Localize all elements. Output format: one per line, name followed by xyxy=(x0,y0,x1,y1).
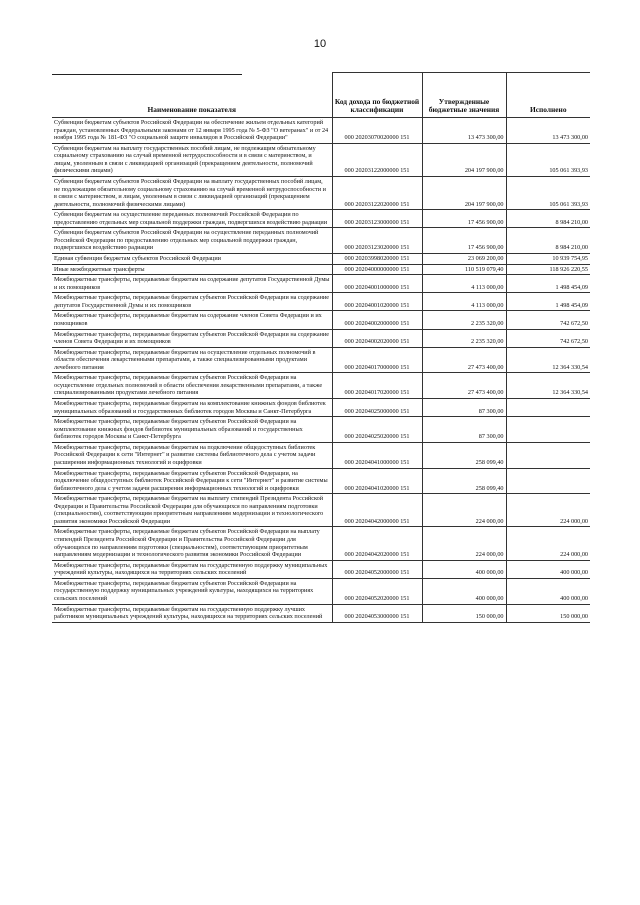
revenue-table xyxy=(52,72,590,623)
row-code-cell: 000 20203123020000 151 xyxy=(332,228,422,254)
table-row xyxy=(52,399,590,417)
row-name-cell: Субвенции бюджетам субъектов Российской Федерации на осуществление переданных полномочий Российской Федерации по предоставлению отдельных мер социальной поддержки граждан, подвергшихся воздействию радиации xyxy=(52,228,332,254)
table-row xyxy=(52,604,590,622)
row-code-cell: 000 20203070020000 151 xyxy=(332,118,422,144)
row-name-cell: Субвенции бюджетам субъектов Российской Федерации на обеспечение жильем отдельных категорий граждан, установленных Федеральными законами от 12 января 1995 года № 5-ФЗ "О ветеранах" и от 24 ноября 1995 года № 181-ФЗ "О социальной защите инвалидов в Российской Федерации" xyxy=(52,118,332,144)
table-row xyxy=(52,468,590,494)
row-executed-cell: 8 984 210,00 xyxy=(506,228,590,254)
table-row xyxy=(52,417,590,443)
table-header-row xyxy=(52,73,590,118)
row-executed-cell: 12 364 330,54 xyxy=(506,373,590,399)
row-approved-cell: 258 099,40 xyxy=(422,468,506,494)
column-header-executed: Исполнено xyxy=(506,73,590,118)
row-code-cell: 000 20203122020000 151 xyxy=(332,176,422,209)
table-row xyxy=(52,293,590,311)
column-header-name: Наименование показателя xyxy=(52,73,332,118)
row-code-cell: 000 20204000000000 151 xyxy=(332,264,422,275)
row-executed-cell: 12 364 330,54 xyxy=(506,347,590,373)
row-executed-cell: 8 984 210,00 xyxy=(506,210,590,228)
row-name-cell: Субвенции бюджетам субъектов Российской Федерации на выплату государственных пособий лицам, не подлежащим обязательному социальному страхованию на случай временной нетрудоспособности и в связи с материнством, и лицам, уволенным в связи с ликвидацией организаций (прекращением деятельности, полномочий физическими лицами) xyxy=(52,176,332,209)
row-approved-cell: 23 069 200,00 xyxy=(422,254,506,265)
row-code-cell: 000 20203123000000 151 xyxy=(332,210,422,228)
row-executed-cell: 150 000,00 xyxy=(506,604,590,622)
row-code-cell: 000 20203122000000 151 xyxy=(332,143,422,176)
row-name-cell: Межбюджетные трансферты, передаваемые бюджетам субъектов Российской Федерации на выплату стипендий Президента Российской Федерации и Правительства Российской Федерации для обучающихся по направлениям подготовки (специальностям), соответствующим приоритетным направлениям модернизации и технологического развития экономики Российской Федерации xyxy=(52,527,332,560)
row-name-cell: Межбюджетные трансферты, передаваемые бюджетам субъектов Российской Федерации на государственную поддержку муниципальных учреждений культуры, находящихся на территориях сельских поселений xyxy=(52,578,332,604)
row-approved-cell: 27 473 400,00 xyxy=(422,373,506,399)
page-number: 10 xyxy=(313,38,327,50)
table-row xyxy=(52,264,590,275)
row-name-cell: Межбюджетные трансферты, передаваемые бюджетам на содержание членов Совета Федерации и их помощников xyxy=(52,311,332,329)
table-row xyxy=(52,176,590,209)
table-row xyxy=(52,494,590,527)
table-row xyxy=(52,373,590,399)
table-row xyxy=(52,329,590,347)
table-row xyxy=(52,527,590,560)
row-code-cell: 000 20204041000000 151 xyxy=(332,442,422,468)
table-row xyxy=(52,254,590,265)
table-row xyxy=(52,118,590,144)
row-approved-cell: 27 473 400,00 xyxy=(422,347,506,373)
row-approved-cell: 150 000,00 xyxy=(422,604,506,622)
row-name-cell: Межбюджетные трансферты, передаваемые бюджетам на осуществление отдельных полномочий в области обеспечения лекарственными препаратами, а также специализированными продуктами лечебного питания xyxy=(52,347,332,373)
row-executed-cell: 13 473 300,00 xyxy=(506,118,590,144)
row-name-cell: Межбюджетные трансферты, передаваемые бюджетам на подключение общедоступных библиотек Российской Федерации к сети "Интернет" и развитие системы библиотечного дела с учетом задачи расширения информационных технологий и оцифровки xyxy=(52,442,332,468)
row-executed-cell xyxy=(506,417,590,443)
row-approved-cell: 258 099,40 xyxy=(422,442,506,468)
row-name-cell: Единая субвенция бюджетам субъектов Российской Федерации xyxy=(52,254,332,265)
row-name-cell: Межбюджетные трансферты, передаваемые бюджетам субъектов Российской Федерации на содержание депутатов Государственной Думы и их помощников xyxy=(52,293,332,311)
table-row xyxy=(52,347,590,373)
row-executed-cell: 118 926 220,55 xyxy=(506,264,590,275)
row-approved-cell: 17 456 900,00 xyxy=(422,228,506,254)
row-name-cell: Межбюджетные трансферты, передаваемые бюджетам субъектов Российской Федерации, на подключение общедоступных библиотек Российской Федерации к сети "Интернет" и развитие системы библиотечного дела с учетом задачи расширения информационных технологий и оцифровки xyxy=(52,468,332,494)
row-code-cell: 000 20203998020000 151 xyxy=(332,254,422,265)
row-name-cell: Иные межбюджетные трансферты xyxy=(52,264,332,275)
column-header-code: Код дохода по бюджетной классификации xyxy=(332,73,422,118)
row-executed-cell: 10 939 754,95 xyxy=(506,254,590,265)
row-code-cell: 000 20204002020000 151 xyxy=(332,329,422,347)
row-approved-cell: 224 000,00 xyxy=(422,527,506,560)
table-body xyxy=(52,118,590,623)
row-executed-cell: 1 498 454,09 xyxy=(506,275,590,293)
table-row xyxy=(52,228,590,254)
row-code-cell: 000 20204001000000 151 xyxy=(332,275,422,293)
row-name-cell: Межбюджетные трансферты, передаваемые бюджетам на государственную поддержку муниципальных учреждений культуры, находящихся на территориях сельских поселений xyxy=(52,560,332,578)
row-code-cell: 000 20204017020000 151 xyxy=(332,373,422,399)
row-name-cell: Межбюджетные трансферты, передаваемые бюджетам на выплату стипендий Президента Российской Федерации и Правительства Российской Федерации для обучающихся по направлениям подготовки (специальностям), соответствующим приоритетным направлениям модернизации и технологического развития экономики Российской Федерации xyxy=(52,494,332,527)
row-executed-cell: 400 000,00 xyxy=(506,560,590,578)
row-code-cell: 000 20204042000000 151 xyxy=(332,494,422,527)
row-executed-cell xyxy=(506,468,590,494)
row-name-cell: Межбюджетные трансферты, передаваемые бюджетам субъектов Российской Федерации на содержание членов Совета Федерации и их помощников xyxy=(52,329,332,347)
row-executed-cell: 105 061 393,93 xyxy=(506,143,590,176)
row-approved-cell: 4 113 000,00 xyxy=(422,275,506,293)
row-name-cell: Межбюджетные трансферты, передаваемые бюджетам субъектов Российской Федерации на комплектование книжных фондов библиотек муниципальных образований и государственных библиотек городов Москвы и Санкт-Петербурга xyxy=(52,417,332,443)
row-approved-cell: 2 235 320,00 xyxy=(422,329,506,347)
table-row xyxy=(52,143,590,176)
row-code-cell: 000 20204041020000 151 xyxy=(332,468,422,494)
row-approved-cell: 400 000,00 xyxy=(422,560,506,578)
row-approved-cell: 87 300,00 xyxy=(422,399,506,417)
row-code-cell: 000 20204052020000 151 xyxy=(332,578,422,604)
row-approved-cell: 17 456 900,00 xyxy=(422,210,506,228)
row-code-cell: 000 20204017000000 151 xyxy=(332,347,422,373)
row-code-cell: 000 20204042020000 151 xyxy=(332,527,422,560)
row-executed-cell: 400 000,00 xyxy=(506,578,590,604)
table-row xyxy=(52,560,590,578)
row-code-cell: 000 20204025000000 151 xyxy=(332,399,422,417)
table-row xyxy=(52,210,590,228)
row-executed-cell: 1 498 454,09 xyxy=(506,293,590,311)
table-row xyxy=(52,442,590,468)
row-approved-cell: 87 300,00 xyxy=(422,417,506,443)
table-row xyxy=(52,311,590,329)
row-name-cell: Межбюджетные трансферты, передаваемые бюджетам на содержание депутатов Государственной Думы и их помощников xyxy=(52,275,332,293)
row-approved-cell: 400 000,00 xyxy=(422,578,506,604)
row-executed-cell: 224 000,00 xyxy=(506,527,590,560)
row-executed-cell: 742 672,50 xyxy=(506,311,590,329)
row-approved-cell: 4 113 000,00 xyxy=(422,293,506,311)
row-executed-cell: 742 672,50 xyxy=(506,329,590,347)
row-name-cell: Межбюджетные трансферты, передаваемые бюджетам на государственную поддержку лучших работников муниципальных учреждений культуры, находящихся на территориях сельских поселений xyxy=(52,604,332,622)
row-code-cell: 000 20204002000000 151 xyxy=(332,311,422,329)
row-code-cell: 000 20204053000000 151 xyxy=(332,604,422,622)
row-name-cell: Межбюджетные трансферты, передаваемые бюджетам субъектов Российской Федерации на осуществление отдельных полномочий в области обеспечения лекарственными препаратами, а также специализированными продуктами лечебного питания xyxy=(52,373,332,399)
column-header-approved: Утвержденные бюджетные значения xyxy=(422,73,506,118)
row-approved-cell: 110 519 079,40 xyxy=(422,264,506,275)
table-row xyxy=(52,275,590,293)
table-row xyxy=(52,578,590,604)
row-code-cell: 000 20204052000000 151 xyxy=(332,560,422,578)
row-approved-cell: 224 000,00 xyxy=(422,494,506,527)
row-executed-cell xyxy=(506,442,590,468)
row-approved-cell: 13 473 300,00 xyxy=(422,118,506,144)
row-executed-cell: 105 061 393,93 xyxy=(506,176,590,209)
row-approved-cell: 204 197 900,00 xyxy=(422,143,506,176)
row-name-cell: Субвенции бюджетам на выплату государственных пособий лицам, не подлежащим обязательному социальному страхованию на случай временной нетрудоспособности и в связи с материнством, и лицам, уволенным в связи с ликвидацией организаций (прекращением деятельности, полномочий физическими лицами) xyxy=(52,143,332,176)
row-executed-cell: 224 000,00 xyxy=(506,494,590,527)
row-executed-cell xyxy=(506,399,590,417)
row-code-cell: 000 20204001020000 151 xyxy=(332,293,422,311)
row-name-cell: Субвенции бюджетам на осуществление переданных полномочий Российской Федерации по предоставлению отдельных мер социальной поддержки граждан, подвергшихся воздействию радиации xyxy=(52,210,332,228)
row-name-cell: Межбюджетные трансферты, передаваемые бюджетам на комплектование книжных фондов библиотек муниципальных образований и государственных библиотек городов Москвы и Санкт-Петербурга xyxy=(52,399,332,417)
row-approved-cell: 204 197 900,00 xyxy=(422,176,506,209)
row-approved-cell: 2 235 320,00 xyxy=(422,311,506,329)
row-code-cell: 000 20204025020000 151 xyxy=(332,417,422,443)
